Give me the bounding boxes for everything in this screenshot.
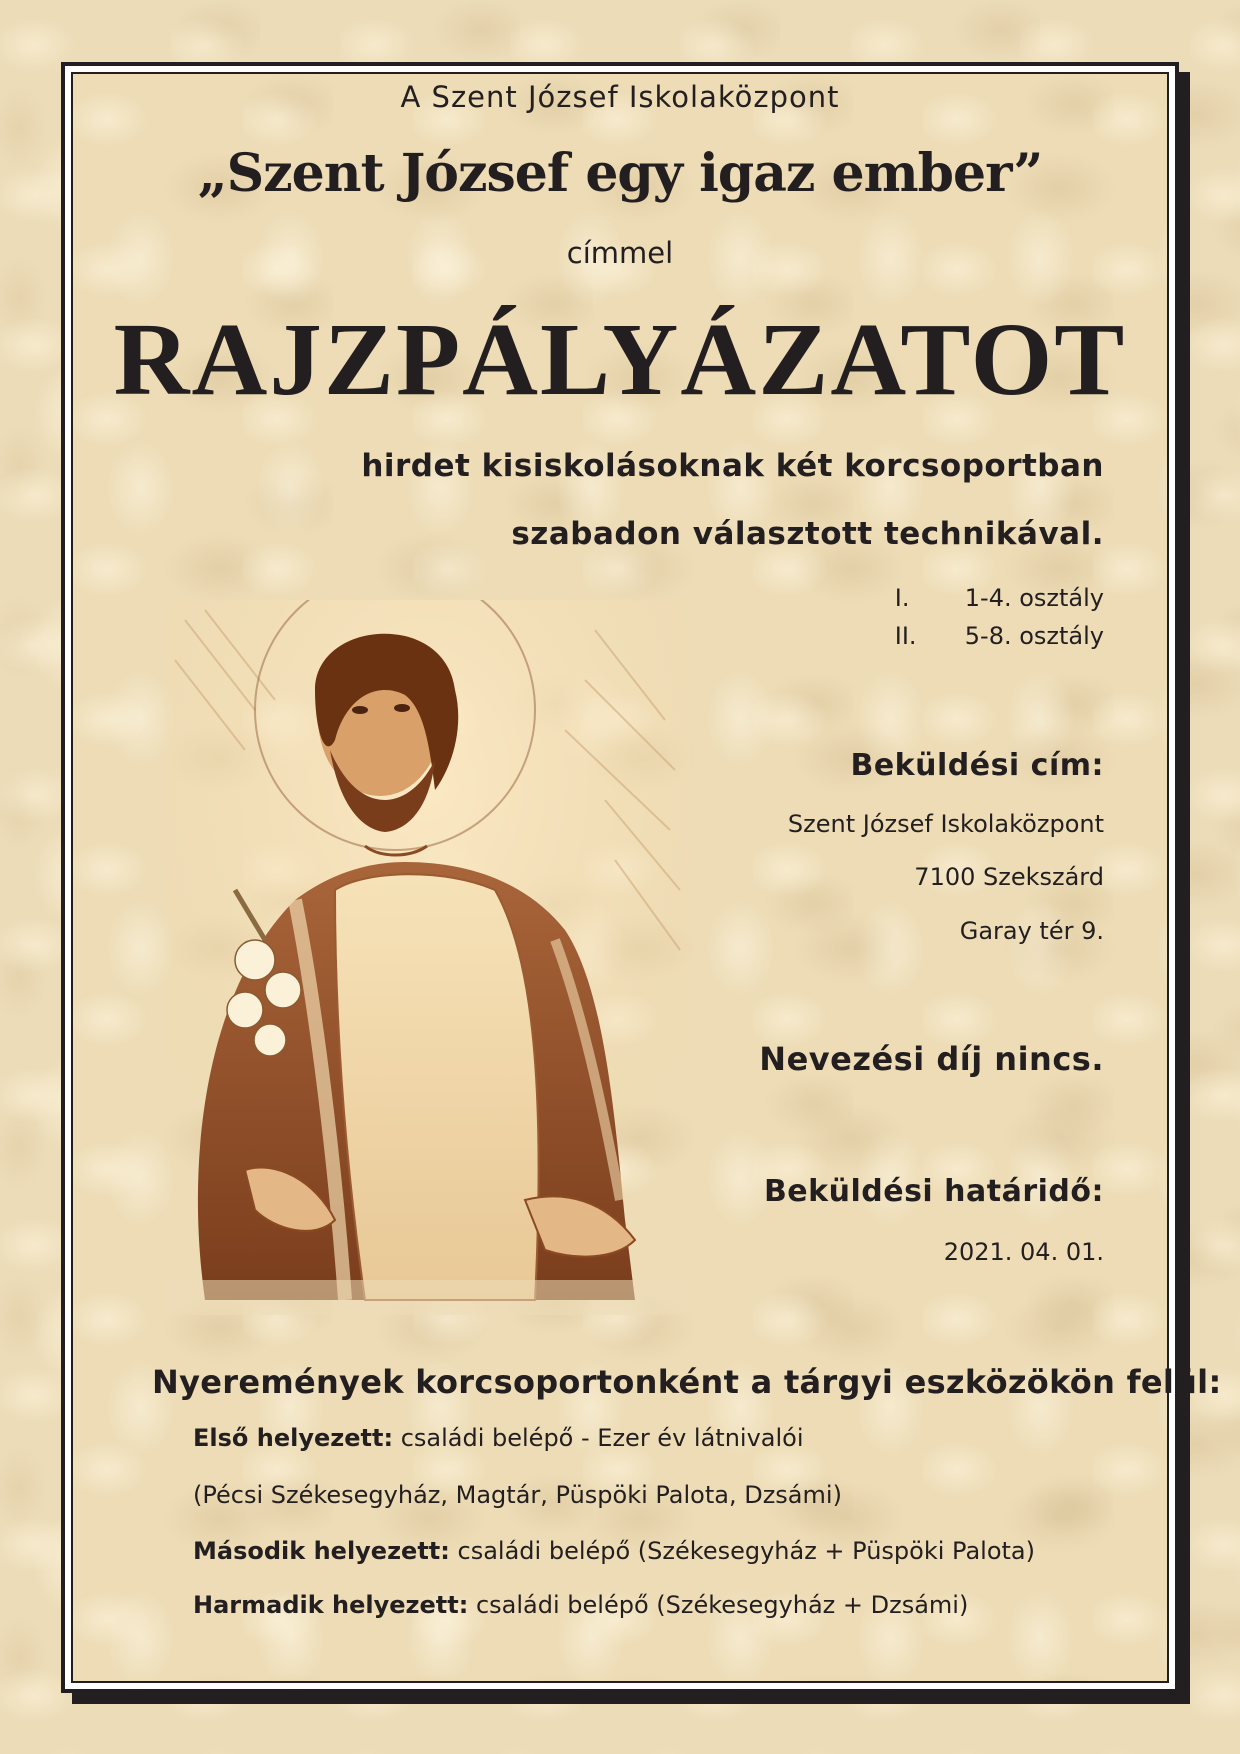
prize-second xyxy=(193,1537,1035,1565)
title-suffix: címmel xyxy=(566,236,674,270)
age-group-numeral: I. xyxy=(894,584,910,612)
prize-place-label: Második helyezett: xyxy=(193,1537,450,1565)
age-group-numeral: II. xyxy=(894,622,917,650)
age-group-2 xyxy=(895,622,1104,650)
prize-first-continuation: (Pécsi Székesegyház, Magtár, Püspöki Palota, Dzsámi) xyxy=(193,1481,842,1509)
competition-title: „Szent József egy igaz ember” xyxy=(197,143,1043,204)
prizes-heading: Nyeremények korcsoportonként a tárgyi eszközökön felül: xyxy=(152,1363,1222,1401)
age-group-label: 1-4. osztály xyxy=(964,584,1104,612)
organizer-line: A Szent József Iskolaközpont xyxy=(400,80,840,114)
subtitle-line-1: hirdet kisiskolásoknak két korcsoportban xyxy=(361,448,1104,484)
address-line-3: Garay tér 9. xyxy=(959,917,1104,945)
prize-place-label: Első helyezett: xyxy=(193,1424,394,1452)
subtitle-line-2: szabadon választott technikával. xyxy=(511,516,1104,552)
age-group-label: 5-8. osztály xyxy=(964,622,1104,650)
prize-third xyxy=(193,1591,968,1619)
headline: RAJZPÁLYÁZATOT xyxy=(113,302,1127,417)
prize-first xyxy=(193,1424,804,1452)
address-line-2: 7100 Szekszárd xyxy=(914,863,1104,891)
deadline-heading: Beküldési határidő: xyxy=(763,1174,1104,1209)
saint-joseph-sketch-image xyxy=(165,600,690,1315)
entry-fee-note: Nevezési díj nincs. xyxy=(759,1040,1104,1078)
prize-text: családi belépő (Székesegyház + Püspöki Palota) xyxy=(457,1537,1035,1565)
age-group-1 xyxy=(895,584,1104,612)
address-heading: Beküldési cím: xyxy=(850,748,1104,783)
prize-text: családi belépő - Ezer év látnivalói xyxy=(400,1424,804,1452)
address-line-1: Szent József Iskolaközpont xyxy=(787,810,1104,838)
prize-place-label: Harmadik helyezett: xyxy=(193,1591,469,1619)
deadline-date: 2021. 04. 01. xyxy=(943,1238,1104,1266)
prize-text: családi belépő (Székesegyház + Dzsámi) xyxy=(475,1591,969,1619)
